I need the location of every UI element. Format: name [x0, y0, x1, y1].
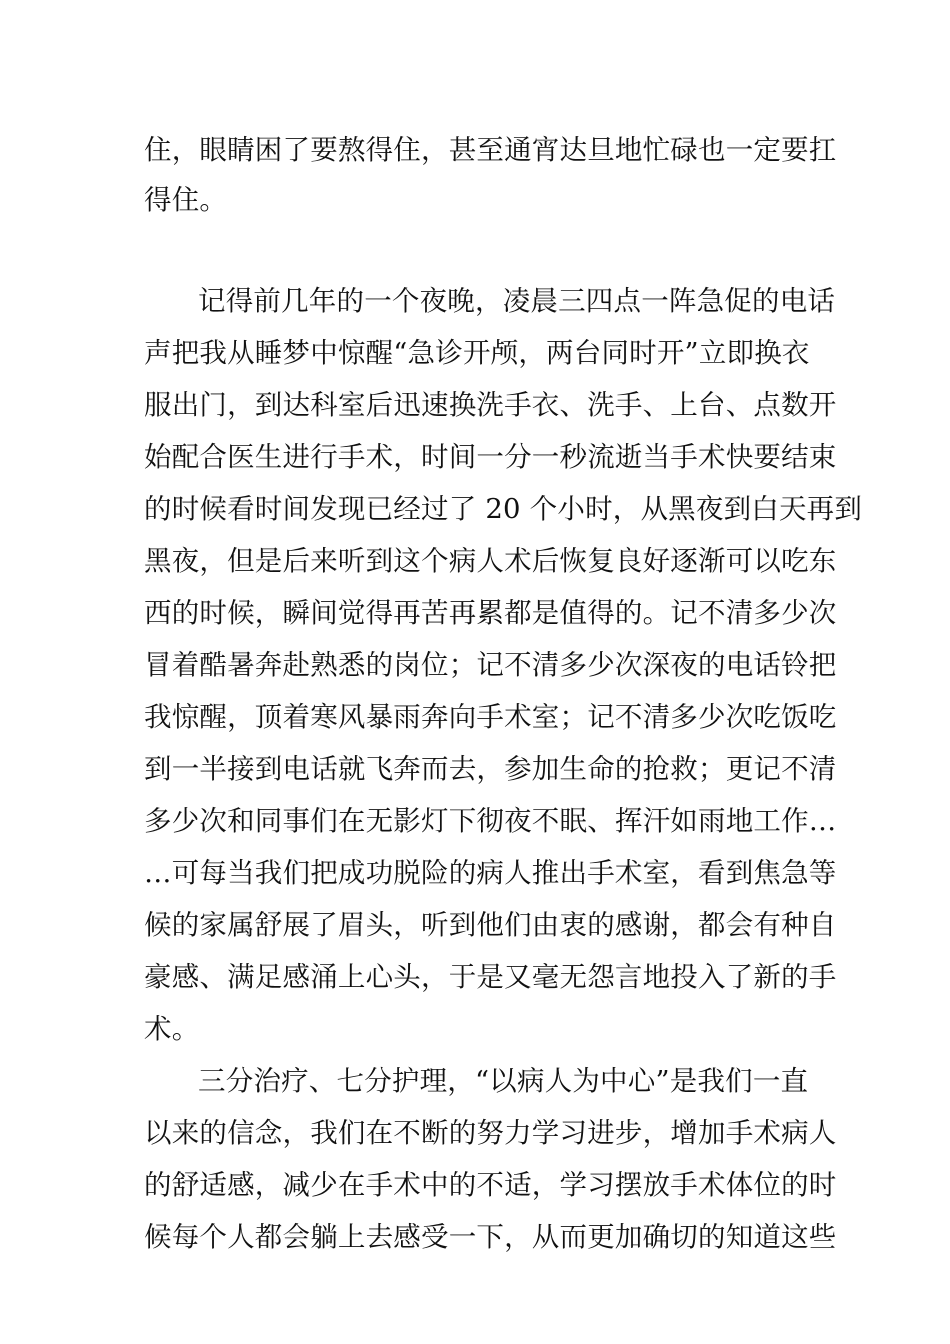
text-line: 得住。	[144, 184, 228, 216]
text-line: 声把我从睡梦中惊醒“急诊开颅，两台同时开”立即换衣	[144, 337, 810, 369]
text-line: 多少次和同事们在无影灯下彻夜不眠、挥汗如雨地工作…	[144, 805, 837, 837]
text-line: 的舒适感，减少在手术中的不适，学习摆放手术体位的时	[144, 1169, 837, 1201]
text-line: 的时候看时间发现已经过了 20 个小时，从黑夜到白天再到	[144, 493, 863, 525]
text-line: 候每个人都会躺上去感受一下，从而更加确切的知道这些	[144, 1221, 837, 1253]
text-line: …可每当我们把成功脱险的病人推出手术室，看到焦急等	[144, 857, 837, 889]
text-line: 术。	[144, 1013, 200, 1045]
paragraph-first-line: 三分治疗、七分护理，“以病人为中心”是我们一直	[198, 1065, 809, 1097]
text-line: 我惊醒，顶着寒风暴雨奔向手术室；记不清多少次吃饭吃	[144, 701, 837, 733]
paragraph-first-line: 记得前几年的一个夜晚，凌晨三四点一阵急促的电话	[198, 285, 836, 317]
text-line: 豪感、满足感涌上心头，于是又毫无怨言地投入了新的手	[144, 961, 837, 993]
text-line: 候的家属舒展了眉头，听到他们由衷的感谢，都会有种自	[144, 909, 837, 941]
text-line: 以来的信念，我们在不断的努力学习进步，增加手术病人	[144, 1117, 837, 1149]
text-line: 西的时候，瞬间觉得再苦再累都是值得的。记不清多少次	[144, 597, 837, 629]
text-line: 到一半接到电话就飞奔而去，参加生命的抢救；更记不清	[144, 753, 837, 785]
text-line: 住，眼睛困了要熬得住，甚至通宵达旦地忙碌也一定要扛	[144, 134, 837, 166]
text-line: 冒着酷暑奔赴熟悉的岗位；记不清多少次深夜的电话铃把	[144, 649, 837, 681]
text-line: 黑夜，但是后来听到这个病人术后恢复良好逐渐可以吃东	[144, 545, 837, 577]
text-line: 服出门，到达科室后迅速换洗手衣、洗手、上台、点数开	[144, 389, 837, 421]
text-line: 始配合医生进行手术，时间一分一秒流逝当手术快要结束	[144, 441, 837, 473]
